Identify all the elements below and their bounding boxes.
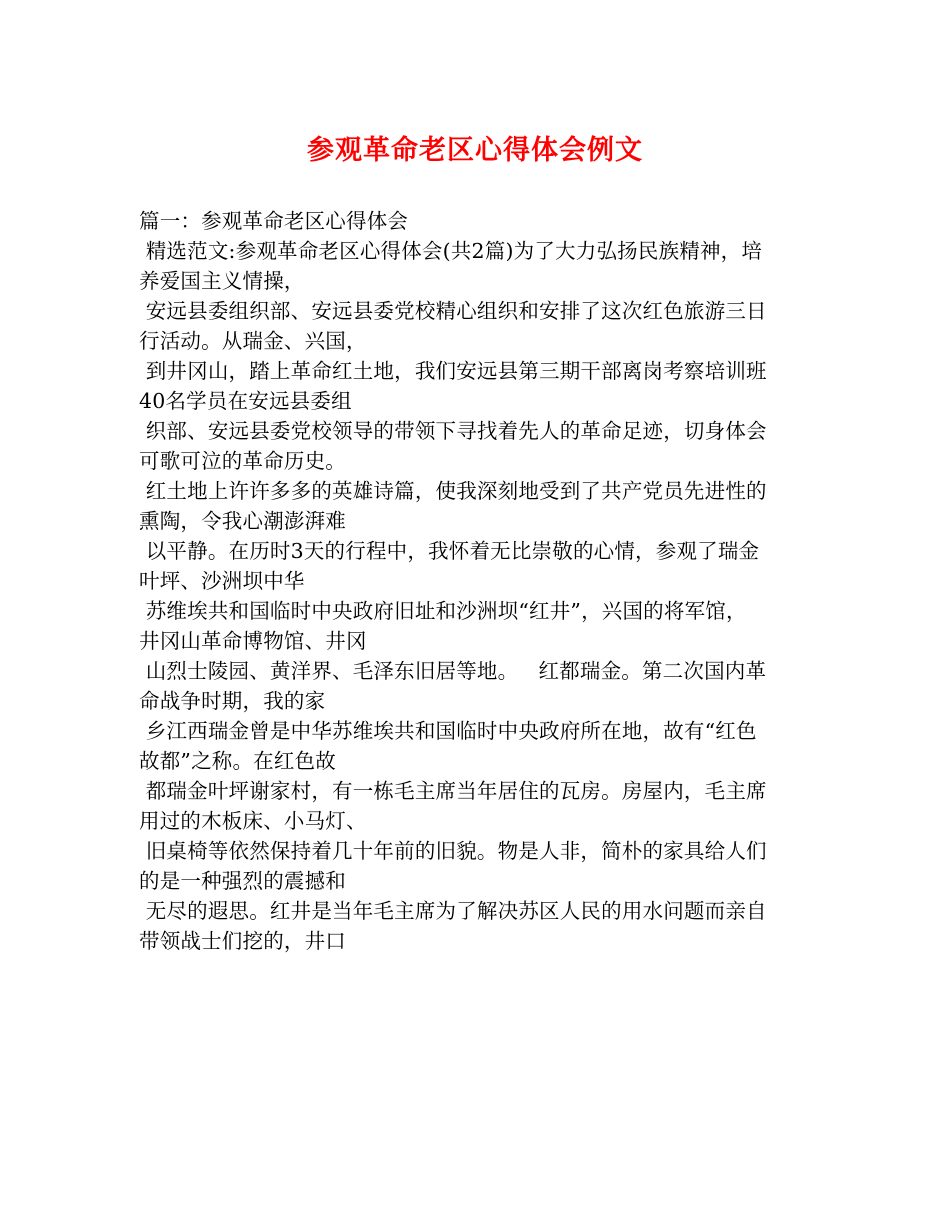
body-line: 养爱国主义情操， bbox=[139, 269, 305, 293]
body-line: 红土地上许许多多的英雄诗篇，使我深刻地受到了共产党员先进性的 bbox=[139, 479, 767, 503]
body-line: 织部、安远县委党校领导的带领下寻找着先人的革命足迹，切身体会 bbox=[139, 419, 767, 443]
body-line: 带领战士们挖的，井口 bbox=[139, 929, 346, 953]
body-line: 苏维埃共和国临时中央政府旧址和沙洲坝“红井”，兴国的将军馆， bbox=[139, 599, 747, 623]
body-line: 熏陶，令我心潮澎湃难 bbox=[139, 509, 346, 533]
body-line: 以平静。在历时3天的行程中，我怀着无比崇敬的心情，参观了瑞金 bbox=[139, 539, 760, 563]
document-body bbox=[139, 206, 819, 956]
body-line: 到井冈山，踏上革命红土地，我们安远县第三期干部离岗考察培训班 bbox=[139, 359, 767, 383]
body-line: 都瑞金叶坪谢家村，有一栋毛主席当年居住的瓦房。房屋内，毛主席 bbox=[139, 779, 767, 803]
document-title: 参观革命老区心得体会例文 bbox=[307, 135, 643, 166]
body-line: 40名学员在安远县委组 bbox=[139, 389, 352, 413]
body-line: 乡江西瑞金曾是中华苏维埃共和国临时中央政府所在地，故有“红色 bbox=[139, 719, 757, 743]
body-line: 井冈山革命博物馆、井冈 bbox=[139, 629, 367, 653]
body-line: 命战争时期，我的家 bbox=[139, 689, 326, 713]
body-line: 精选范文:参观革命老区心得体会(共2篇)为了大力弘扬民族精神，培 bbox=[139, 239, 763, 263]
body-line: 用过的木板床、小马灯、 bbox=[139, 809, 367, 833]
body-line: 旧桌椅等依然保持着几十年前的旧貌。物是人非，简朴的家具给人们 bbox=[139, 839, 767, 863]
body-line: 的是一种强烈的震撼和 bbox=[139, 869, 346, 893]
body-line: 故都”之称。在红色故 bbox=[139, 749, 336, 773]
body-line: 可歌可泣的革命历史。 bbox=[139, 449, 346, 473]
body-line: 安远县委组织部、安远县委党校精心组织和安排了这次红色旅游三日 bbox=[139, 299, 767, 323]
body-line: 篇一：参观革命老区心得体会 bbox=[139, 209, 409, 233]
body-line: 行活动。从瑞金、兴国， bbox=[139, 329, 367, 353]
body-line: 山烈士陵园、黄洋界、毛泽东旧居等地。 红都瑞金。第二次国内革 bbox=[139, 659, 767, 683]
body-line: 叶坪、沙洲坝中华 bbox=[139, 569, 305, 593]
body-line: 无尽的遐思。红井是当年毛主席为了解决苏区人民的用水问题而亲自 bbox=[139, 899, 767, 923]
